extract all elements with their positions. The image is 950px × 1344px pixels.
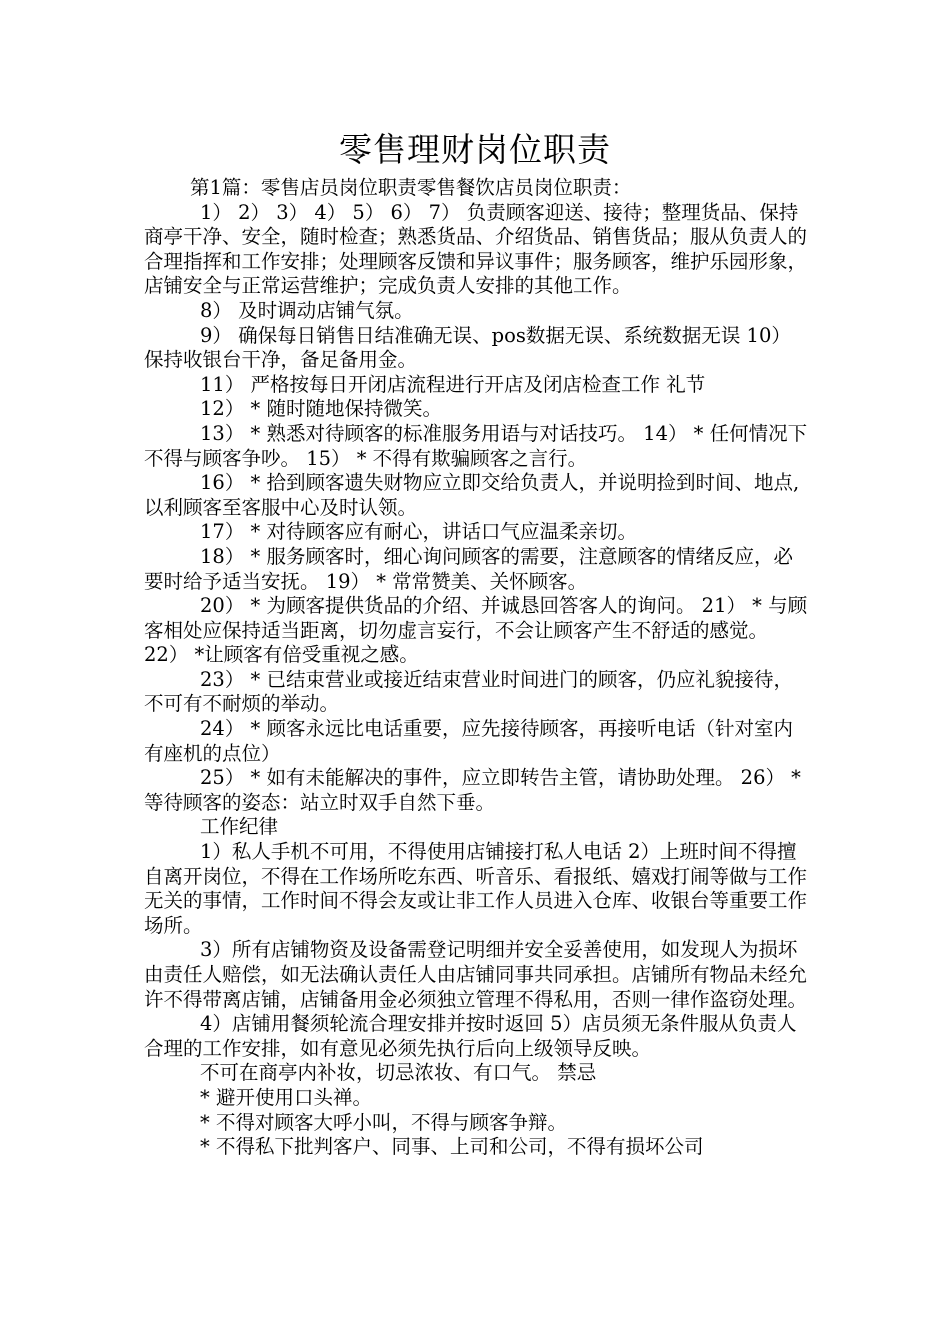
- taboo-item-3: * 不得私下批判客户、同事、上司和公司，不得有损坏公司: [200, 1135, 704, 1159]
- etiquette-item-18-19: 18） * 服务顾客时，细心询问顾客的需要，注意顾客的情绪反应，必要时给予适当安抚。 19） * 常常赞美、关怀顾客。: [144, 544, 793, 593]
- discipline-item-3: 3）所有店铺物资及设备需登记明细并安全妥善使用，如发现人为损坏由责任人赔偿，如无法确认责任人由店铺同事共同承担。店铺所有物品未经允许不得带离店铺，店铺备用金必须独立管理不得私用，否则一律作盗窃处理。: [144, 938, 808, 1011]
- section-heading-discipline: 工作纪律: [200, 815, 279, 839]
- makeup-rule-and-taboo-heading: 不可在商亭内补妆，切忌浓妆、有口气。 禁忌: [200, 1061, 597, 1085]
- etiquette-item-16: 16） * 拾到顾客遗失财物应立即交给负责人，并说明捡到时间、地点,以利顾客至客服中心及时认领。: [144, 471, 800, 519]
- etiquette-item-12: 12） * 随时随地保持微笑。: [200, 397, 442, 421]
- duty-paragraph-1-7: 1） 2） 3） 4） 5） 6） 7） 负责顾客迎送、接待；整理货品、保持商亭干净、安全，随时检查；熟悉货品、介绍货品、销售货品；服从负责人的合理指挥和工作安排；处理顾客反馈和异议事件；服务顾客，维护乐园形象，店铺安全与正常运营维护；完成负责人安排的其他工作。: [144, 200, 808, 298]
- etiquette-item-23: 23） * 已结束营业或接近结束营业时间进门的顾客，仍应礼貌接待，不可有不耐烦的举动。: [144, 667, 793, 716]
- etiquette-item-25-26: 25） * 如有未能解决的事件，应立即转告主管，请协助处理。 26） * 等待顾客的姿态：站立时双手自然下垂。: [144, 766, 801, 814]
- etiquette-item-20-22: 20） * 为顾客提供货品的介绍、并诚恳回答客人的询问。 21） * 与顾客相处应保持适当距离，切勿虚言妄行，不会让顾客产生不舒适的感觉。 22） *让顾客有倍受重视之感。: [144, 594, 808, 667]
- etiquette-item-24: 24） * 顾客永远比电话重要，应先接待顾客，再接听电话（针对室内有座机的点位）: [144, 717, 793, 765]
- discipline-item-4-5: 4）店铺用餐须轮流合理安排并按时返回 5）店员须无条件服从负责人合理的工作安排，如有意见必须先执行后向上级领导反映。: [144, 1012, 797, 1060]
- duty-paragraph-8: 8） 及时调动店铺气氛。: [200, 298, 414, 322]
- duty-paragraph-9-10: 9） 确保每日销售日结准确无误、pos数据无误、系统数据无误 10） 保持收银台干净，备足备用金。: [144, 323, 791, 372]
- etiquette-item-13-15: 13） * 熟悉对待顾客的标准服务用语与对话技巧。 14） * 任何情况下不得与顾客争吵。 15） * 不得有欺骗顾客之言行。: [144, 421, 808, 470]
- taboo-item-2: * 不得对顾客大呼小叫，不得与顾客争辩。: [200, 1110, 567, 1134]
- chapter-heading: 第1篇：零售店员岗位职责零售餐饮店员岗位职责：: [190, 176, 632, 199]
- document-body: [144, 176, 812, 1160]
- duty-paragraph-11: 11） 严格按每日开闭店流程进行开店及闭店检查工作 礼节: [200, 372, 706, 396]
- taboo-item-1: * 避开使用口头禅。: [200, 1085, 372, 1109]
- document-title: 零售理财岗位职责: [339, 130, 611, 169]
- etiquette-item-17: 17） * 对待顾客应有耐心，讲话口气应温柔亲切。: [200, 520, 637, 544]
- discipline-item-1-2: 1）私人手机不可用，不得使用店铺接打私人电话 2）上班时间不得擅自离开岗位，不得在工作场所吃东西、听音乐、看报纸、嬉戏打闹等做与工作无关的事情，工作时间不得会友或让非工作人员进入仓库、收银台等重要工作场所。: [144, 840, 808, 937]
